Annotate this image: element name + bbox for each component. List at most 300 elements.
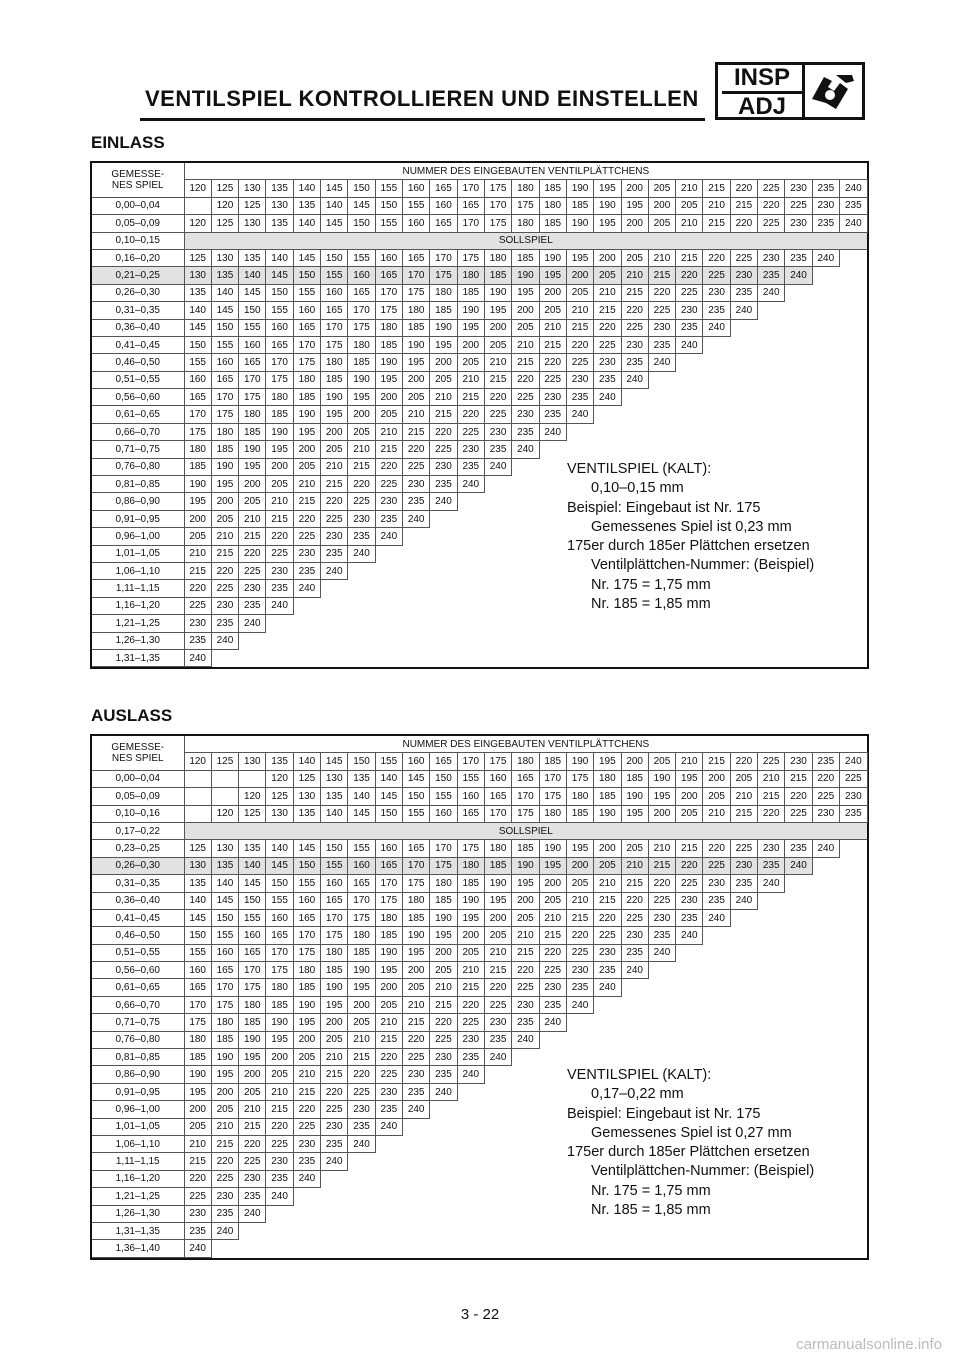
empty-cell [403, 1118, 430, 1135]
shim-value: 230 [266, 562, 293, 579]
shim-value: 170 [457, 215, 484, 232]
empty-cell [512, 1118, 539, 1135]
empty-cell [566, 1031, 593, 1048]
shim-value: 185 [512, 249, 539, 266]
shim-value: 180 [403, 892, 430, 909]
shim-number: 140 [293, 753, 320, 770]
shim-value: 240 [703, 319, 730, 336]
shim-value: 225 [375, 1066, 402, 1083]
shim-value: 180 [348, 336, 375, 353]
shim-value: 205 [348, 423, 375, 440]
empty-cell [730, 336, 757, 353]
empty-cell [239, 1222, 266, 1239]
shim-value: 210 [348, 441, 375, 458]
shim-value: 195 [239, 458, 266, 475]
shim-value: 210 [403, 406, 430, 423]
shim-value: 200 [703, 770, 730, 787]
empty-cell [621, 632, 648, 649]
shim-value: 185 [211, 1031, 238, 1048]
empty-cell [840, 1222, 868, 1239]
empty-cell [457, 632, 484, 649]
empty-cell [457, 1135, 484, 1152]
shim-value: 130 [184, 857, 211, 874]
shim-number: 135 [266, 180, 293, 197]
shim-value: 175 [457, 840, 484, 857]
shim-value: 235 [293, 562, 320, 579]
shim-value: 210 [403, 996, 430, 1013]
empty-cell [512, 1240, 539, 1257]
empty-cell [594, 649, 621, 666]
shim-value: 195 [484, 892, 511, 909]
shim-value: 225 [348, 1083, 375, 1100]
shim-value: 240 [512, 441, 539, 458]
empty-cell [758, 423, 785, 440]
shim-value: 190 [375, 354, 402, 371]
empty-cell [430, 1101, 457, 1118]
shim-value: 235 [566, 979, 593, 996]
shim-value: 195 [566, 249, 593, 266]
shim-value: 160 [375, 840, 402, 857]
shim-value: 185 [484, 857, 511, 874]
shim-value: 150 [184, 927, 211, 944]
shim-value: 185 [239, 423, 266, 440]
shim-number: 225 [758, 753, 785, 770]
shim-value: 180 [594, 770, 621, 787]
shim-value: 170 [293, 336, 320, 353]
measured-range: 0,41–0,45 [92, 909, 184, 926]
shim-value: 210 [648, 249, 675, 266]
shim-value: 230 [840, 788, 868, 805]
auslass-note [567, 1066, 814, 1220]
empty-cell [321, 1170, 348, 1187]
shim-value: 195 [321, 406, 348, 423]
empty-cell [512, 1170, 539, 1187]
empty-cell [566, 1240, 593, 1257]
shim-value: 240 [348, 545, 375, 562]
empty-cell [512, 545, 539, 562]
table-row [92, 441, 867, 458]
empty-cell [403, 597, 430, 614]
empty-cell [348, 1240, 375, 1257]
shim-value: 225 [211, 580, 238, 597]
empty-cell [348, 649, 375, 666]
empty-cell [594, 1031, 621, 1048]
shim-value: 215 [730, 805, 757, 822]
table-row [92, 632, 867, 649]
shim-value: 210 [184, 1135, 211, 1152]
shim-value: 165 [266, 927, 293, 944]
shim-value: 220 [648, 875, 675, 892]
shim-value: 185 [293, 389, 320, 406]
shim-value: 230 [375, 493, 402, 510]
shim-value: 155 [211, 927, 238, 944]
empty-cell [758, 892, 785, 909]
empty-cell [840, 389, 868, 406]
measured-range: 0,23–0,25 [92, 840, 184, 857]
empty-cell [621, 1049, 648, 1066]
empty-cell [375, 545, 402, 562]
shim-value: 180 [239, 406, 266, 423]
measured-range: 0,66–0,70 [92, 996, 184, 1013]
measured-range: 0,05–0,09 [92, 788, 184, 805]
empty-cell [840, 840, 868, 857]
empty-cell [403, 562, 430, 579]
empty-cell [840, 302, 868, 319]
shim-value: 240 [457, 1066, 484, 1083]
shim-value: 160 [321, 284, 348, 301]
empty-cell [812, 1031, 839, 1048]
shim-value: 210 [566, 302, 593, 319]
shim-value: 225 [184, 1188, 211, 1205]
measured-range: 0,96–1,00 [92, 528, 184, 545]
table-row [92, 840, 867, 857]
empty-cell [539, 562, 566, 579]
empty-cell [430, 615, 457, 632]
empty-cell [812, 927, 839, 944]
shim-value: 225 [648, 302, 675, 319]
empty-cell [785, 406, 812, 423]
note-line: Ventilplättchen-Nummer: (Beispiel) [591, 557, 815, 574]
shim-value: 135 [239, 249, 266, 266]
shim-value: 185 [348, 354, 375, 371]
empty-cell [785, 1031, 812, 1048]
empty-cell [348, 615, 375, 632]
empty-cell [457, 510, 484, 527]
shim-value: 185 [266, 996, 293, 1013]
shim-value: 170 [211, 979, 238, 996]
empty-cell [484, 1083, 511, 1100]
empty-cell [403, 649, 430, 666]
empty-cell [621, 1240, 648, 1257]
empty-cell [457, 615, 484, 632]
shim-value: 140 [266, 249, 293, 266]
shim-value: 190 [566, 215, 593, 232]
shim-value: 160 [239, 927, 266, 944]
shim-number: 160 [403, 180, 430, 197]
shim-value: 190 [321, 979, 348, 996]
shim-value: 200 [266, 1049, 293, 1066]
shim-value: 225 [457, 1014, 484, 1031]
shim-value: 150 [293, 857, 320, 874]
shim-value: 220 [184, 580, 211, 597]
empty-cell [512, 1135, 539, 1152]
shim-value: 225 [703, 267, 730, 284]
empty-cell [812, 649, 839, 666]
measured-header: GEMESSE- NES SPIEL [92, 163, 184, 197]
shim-value: 220 [375, 458, 402, 475]
shim-value: 235 [730, 875, 757, 892]
empty-cell [539, 510, 566, 527]
shim-value: 195 [512, 284, 539, 301]
empty-cell [430, 580, 457, 597]
shim-value: 175 [293, 944, 320, 961]
shim-value: 235 [840, 197, 868, 214]
empty-cell [539, 1153, 566, 1170]
shim-value: 230 [703, 875, 730, 892]
empty-cell [648, 962, 675, 979]
measured-range: 0,41–0,45 [92, 336, 184, 353]
shim-value: 220 [566, 336, 593, 353]
shim-value: 195 [266, 441, 293, 458]
shim-value: 190 [403, 336, 430, 353]
shim-value: 130 [239, 215, 266, 232]
table-row [92, 909, 867, 926]
shim-value: 230 [348, 1101, 375, 1118]
measured-range: 0,36–0,40 [92, 319, 184, 336]
shim-value: 230 [211, 597, 238, 614]
shim-value: 150 [430, 770, 457, 787]
empty-cell [703, 406, 730, 423]
measured-range: 1,16–1,20 [92, 1170, 184, 1187]
shim-value: 230 [239, 1170, 266, 1187]
empty-cell [484, 1222, 511, 1239]
empty-cell [457, 1170, 484, 1187]
shim-value: 205 [321, 441, 348, 458]
shim-value: 220 [321, 493, 348, 510]
empty-cell [457, 580, 484, 597]
shim-value: 215 [293, 1083, 320, 1100]
shim-value: 225 [676, 284, 703, 301]
shim-value: 210 [293, 1066, 320, 1083]
shim-value: 220 [566, 927, 593, 944]
shim-value: 240 [539, 1014, 566, 1031]
note-line: Nr. 185 = 1,85 mm [591, 1202, 711, 1219]
shim-value: 165 [293, 319, 320, 336]
shim-value: 230 [184, 615, 211, 632]
shim-value: 185 [484, 267, 511, 284]
shim-value: 170 [184, 406, 211, 423]
shim-value: 235 [430, 476, 457, 493]
empty-cell [785, 336, 812, 353]
shim-value: 175 [293, 354, 320, 371]
shim-value: 230 [403, 476, 430, 493]
empty-cell [348, 1170, 375, 1187]
empty-cell [758, 909, 785, 926]
note-line: 175er durch 185er Plättchen ersetzen [567, 1144, 810, 1161]
shim-value: 215 [211, 1135, 238, 1152]
shim-value: 230 [457, 441, 484, 458]
shim-value: 210 [539, 909, 566, 926]
empty-cell [512, 562, 539, 579]
shim-value: 140 [239, 267, 266, 284]
shim-value: 160 [266, 909, 293, 926]
empty-cell [730, 406, 757, 423]
shim-value: 225 [430, 441, 457, 458]
shim-value: 175 [266, 962, 293, 979]
empty-cell [812, 1188, 839, 1205]
measured-range: 0,26–0,30 [92, 284, 184, 301]
empty-cell [375, 597, 402, 614]
table-row [92, 770, 867, 787]
shim-value: 125 [293, 770, 320, 787]
shim-value: 215 [266, 1101, 293, 1118]
shim-value: 200 [621, 215, 648, 232]
measured-range: 0,31–0,35 [92, 875, 184, 892]
table-row [92, 857, 867, 874]
empty-cell [840, 649, 868, 666]
shim-value: 155 [239, 909, 266, 926]
shim-value: 240 [512, 1031, 539, 1048]
shim-value: 200 [375, 979, 402, 996]
empty-cell [758, 979, 785, 996]
empty-cell [812, 1205, 839, 1222]
empty-cell [348, 1188, 375, 1205]
shim-value: 185 [184, 458, 211, 475]
shim-value: 170 [375, 875, 402, 892]
empty-cell [758, 1031, 785, 1048]
shim-value: 235 [266, 580, 293, 597]
shim-value: 200 [648, 805, 675, 822]
shim-value: 215 [703, 215, 730, 232]
note-line: VENTILSPIEL (KALT): [567, 461, 712, 477]
empty-cell [621, 1222, 648, 1239]
shim-value: 225 [539, 962, 566, 979]
empty-cell [648, 1240, 675, 1257]
shim-value: 160 [184, 371, 211, 388]
empty-cell [484, 528, 511, 545]
empty-cell [812, 615, 839, 632]
empty-cell [758, 962, 785, 979]
empty-cell [812, 302, 839, 319]
shim-value: 225 [211, 1170, 238, 1187]
note-line: Gemessenes Spiel ist 0,23 mm [591, 518, 792, 535]
shim-number: 170 [457, 180, 484, 197]
shim-value: 210 [703, 805, 730, 822]
shim-value: 210 [484, 944, 511, 961]
shim-value: 240 [621, 371, 648, 388]
shim-number: 150 [348, 753, 375, 770]
empty-cell [648, 615, 675, 632]
shim-value: 225 [512, 979, 539, 996]
shim-value: 180 [293, 962, 320, 979]
shim-value: 125 [239, 197, 266, 214]
shim-value: 240 [266, 597, 293, 614]
shim-value: 165 [293, 909, 320, 926]
empty-cell [758, 1049, 785, 1066]
title-rule [140, 118, 705, 121]
empty-cell [840, 267, 868, 284]
shim-value: 175 [512, 197, 539, 214]
shim-value: 215 [348, 1049, 375, 1066]
shim-value: 225 [403, 1049, 430, 1066]
empty-cell [621, 1014, 648, 1031]
shim-value: 225 [730, 249, 757, 266]
empty-cell [266, 1222, 293, 1239]
shim-value: 165 [484, 788, 511, 805]
shim-value: 185 [375, 336, 402, 353]
shim-value: 210 [703, 197, 730, 214]
note-line: 175er durch 185er Plättchen ersetzen [567, 538, 810, 555]
shim-value: 215 [375, 1031, 402, 1048]
shim-value: 130 [184, 267, 211, 284]
shim-value: 190 [403, 927, 430, 944]
shim-value: 235 [758, 857, 785, 874]
measured-range: 1,01–1,05 [92, 1118, 184, 1135]
empty-cell [840, 510, 868, 527]
shim-value: 195 [211, 476, 238, 493]
shim-value: 235 [703, 892, 730, 909]
shim-value: 125 [239, 805, 266, 822]
table-row [92, 875, 867, 892]
measured-range: 1,21–1,25 [92, 1188, 184, 1205]
empty-cell [539, 545, 566, 562]
shim-value: 210 [430, 979, 457, 996]
empty-cell [211, 788, 238, 805]
shim-value: 160 [430, 805, 457, 822]
empty-cell [293, 615, 320, 632]
shim-value: 215 [785, 770, 812, 787]
shim-value: 240 [293, 1170, 320, 1187]
shim-value: 185 [621, 770, 648, 787]
table-row [92, 996, 867, 1013]
shim-value: 210 [430, 389, 457, 406]
shim-value: 155 [321, 267, 348, 284]
shim-value: 180 [266, 389, 293, 406]
shim-value: 225 [321, 510, 348, 527]
shim-value: 225 [594, 927, 621, 944]
shim-value: 235 [239, 1188, 266, 1205]
shim-number: 155 [375, 753, 402, 770]
shim-value: 135 [293, 805, 320, 822]
empty-cell [484, 597, 511, 614]
shim-value: 135 [184, 875, 211, 892]
empty-cell [375, 1240, 402, 1257]
empty-cell [403, 1240, 430, 1257]
shim-value: 170 [321, 909, 348, 926]
empty-cell [430, 1118, 457, 1135]
empty-cell [812, 476, 839, 493]
shim-number: 235 [812, 753, 839, 770]
shim-value: 220 [594, 909, 621, 926]
shim-value: 170 [539, 770, 566, 787]
empty-cell [840, 458, 868, 475]
shim-value: 235 [321, 1135, 348, 1152]
shim-value: 215 [457, 979, 484, 996]
empty-cell [840, 284, 868, 301]
shim-value: 220 [758, 805, 785, 822]
shim-value: 165 [403, 249, 430, 266]
shim-value: 230 [785, 215, 812, 232]
shim-value: 240 [785, 857, 812, 874]
shim-number: 140 [293, 180, 320, 197]
shim-value: 225 [812, 788, 839, 805]
shim-number: 185 [539, 753, 566, 770]
shim-value: 200 [457, 927, 484, 944]
empty-cell [730, 354, 757, 371]
shim-value: 215 [621, 875, 648, 892]
empty-cell [484, 1188, 511, 1205]
empty-cell [539, 1170, 566, 1187]
shim-value: 205 [484, 927, 511, 944]
empty-cell [512, 649, 539, 666]
shim-value: 170 [348, 302, 375, 319]
empty-cell [676, 371, 703, 388]
empty-cell [430, 1205, 457, 1222]
shim-value: 215 [457, 389, 484, 406]
shim-value: 155 [266, 302, 293, 319]
shim-value: 215 [648, 267, 675, 284]
empty-cell [403, 1188, 430, 1205]
empty-cell [812, 944, 839, 961]
shim-number: 185 [539, 180, 566, 197]
shim-value: 185 [403, 319, 430, 336]
table-row [92, 1049, 867, 1066]
shim-value: 200 [293, 441, 320, 458]
shim-value: 195 [484, 302, 511, 319]
empty-cell [375, 1205, 402, 1222]
shim-value: 145 [239, 284, 266, 301]
empty-cell [594, 1014, 621, 1031]
